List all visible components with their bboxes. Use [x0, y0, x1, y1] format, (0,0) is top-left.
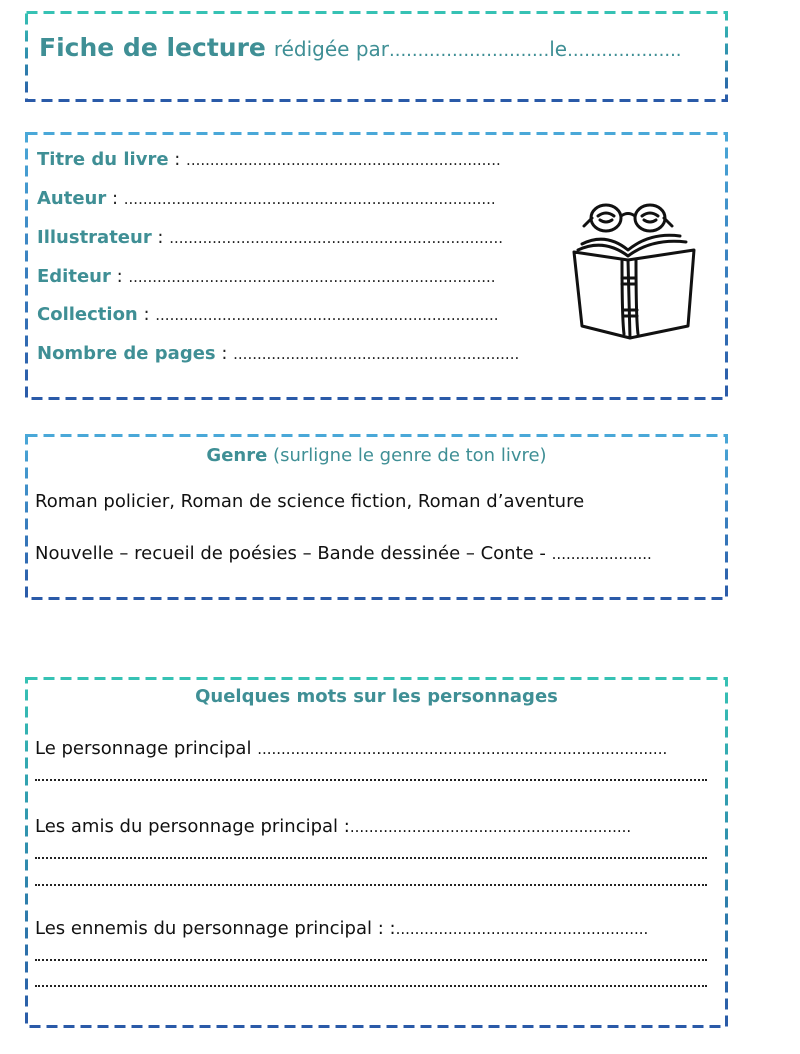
collection-row: Collection : ........................................................................	[37, 304, 499, 325]
publisher-field[interactable]: .............................................................................	[128, 268, 496, 286]
enemies-extra-line-2[interactable]	[35, 983, 707, 987]
publisher-row: Editeur : .............................................................................	[37, 266, 496, 287]
collection-label: Collection	[37, 304, 138, 325]
genre-heading	[25, 444, 728, 468]
author-label: rédigée par	[273, 37, 389, 61]
friends-line	[35, 815, 631, 839]
enemies-extra-line-1[interactable]	[35, 957, 707, 961]
genre-options-line-2[interactable]	[35, 542, 652, 566]
book-author-label: Auteur	[37, 188, 107, 209]
date-dots[interactable]: ....................	[567, 40, 682, 61]
friends-extra-line-1[interactable]	[35, 855, 707, 859]
characters-title: Quelques mots sur les personnages	[195, 686, 558, 707]
friends-label: Les amis du personnage principal :	[35, 816, 350, 837]
author-row: Auteur : ..............................................................................	[37, 188, 496, 209]
author-dots[interactable]: ............................	[389, 40, 550, 61]
friends-field[interactable]: ...........................................................	[349, 818, 632, 836]
book-author-field[interactable]: ..............................................................................	[123, 190, 496, 208]
characters-box	[25, 677, 728, 1028]
header-title-line	[39, 31, 682, 68]
enemies-label: Les ennemis du personnage principal : :	[35, 918, 396, 939]
pages-row: Nombre de pages : ............................................................	[37, 343, 520, 364]
genre-options-line-2-text[interactable]: Nouvelle – recueil de poésies – Bande dessinée – Conte -	[35, 543, 552, 564]
collection-field[interactable]: ........................................................................	[155, 306, 499, 324]
reader-book-glasses-icon	[570, 198, 700, 340]
header-box	[25, 11, 728, 102]
genre-other-field[interactable]: .....................	[551, 545, 652, 563]
publisher-label: Editeur	[37, 266, 111, 287]
enemies-line	[35, 917, 648, 941]
illustrator-label: Illustrateur	[37, 227, 152, 248]
pages-label: Nombre de pages	[37, 343, 216, 364]
genre-instruction: (surligne le genre de ton livre)	[273, 445, 547, 466]
page-title: Fiche de lecture	[39, 33, 266, 62]
date-label: le	[549, 37, 568, 61]
book-title-label: Titre du livre	[37, 149, 169, 170]
friends-extra-line-2[interactable]	[35, 882, 707, 886]
enemies-field[interactable]: .....................................................	[395, 920, 649, 938]
main-character-extra-line[interactable]	[35, 777, 707, 781]
book-title-field[interactable]: ..................................................................	[186, 151, 501, 169]
genre-options-line-1[interactable]: Roman policier, Roman de science fiction, Roman d’aventure	[35, 491, 585, 512]
illustrator-field[interactable]: ......................................................................	[169, 229, 503, 247]
main-character-label: Le personnage principal	[35, 738, 258, 759]
main-character-field[interactable]: ......................................................................................	[257, 740, 668, 758]
book-info-box	[25, 132, 728, 400]
pages-field[interactable]: ............................................................	[233, 345, 520, 363]
characters-box-border	[25, 677, 728, 1028]
characters-heading	[25, 685, 728, 709]
genre-box	[25, 434, 728, 600]
book-title-row: Titre du livre : ..................................................................	[37, 149, 501, 170]
illustrator-row: Illustrateur : ......................................................................	[37, 227, 503, 248]
genre-title: Genre	[206, 445, 268, 466]
main-character-line	[35, 737, 667, 761]
